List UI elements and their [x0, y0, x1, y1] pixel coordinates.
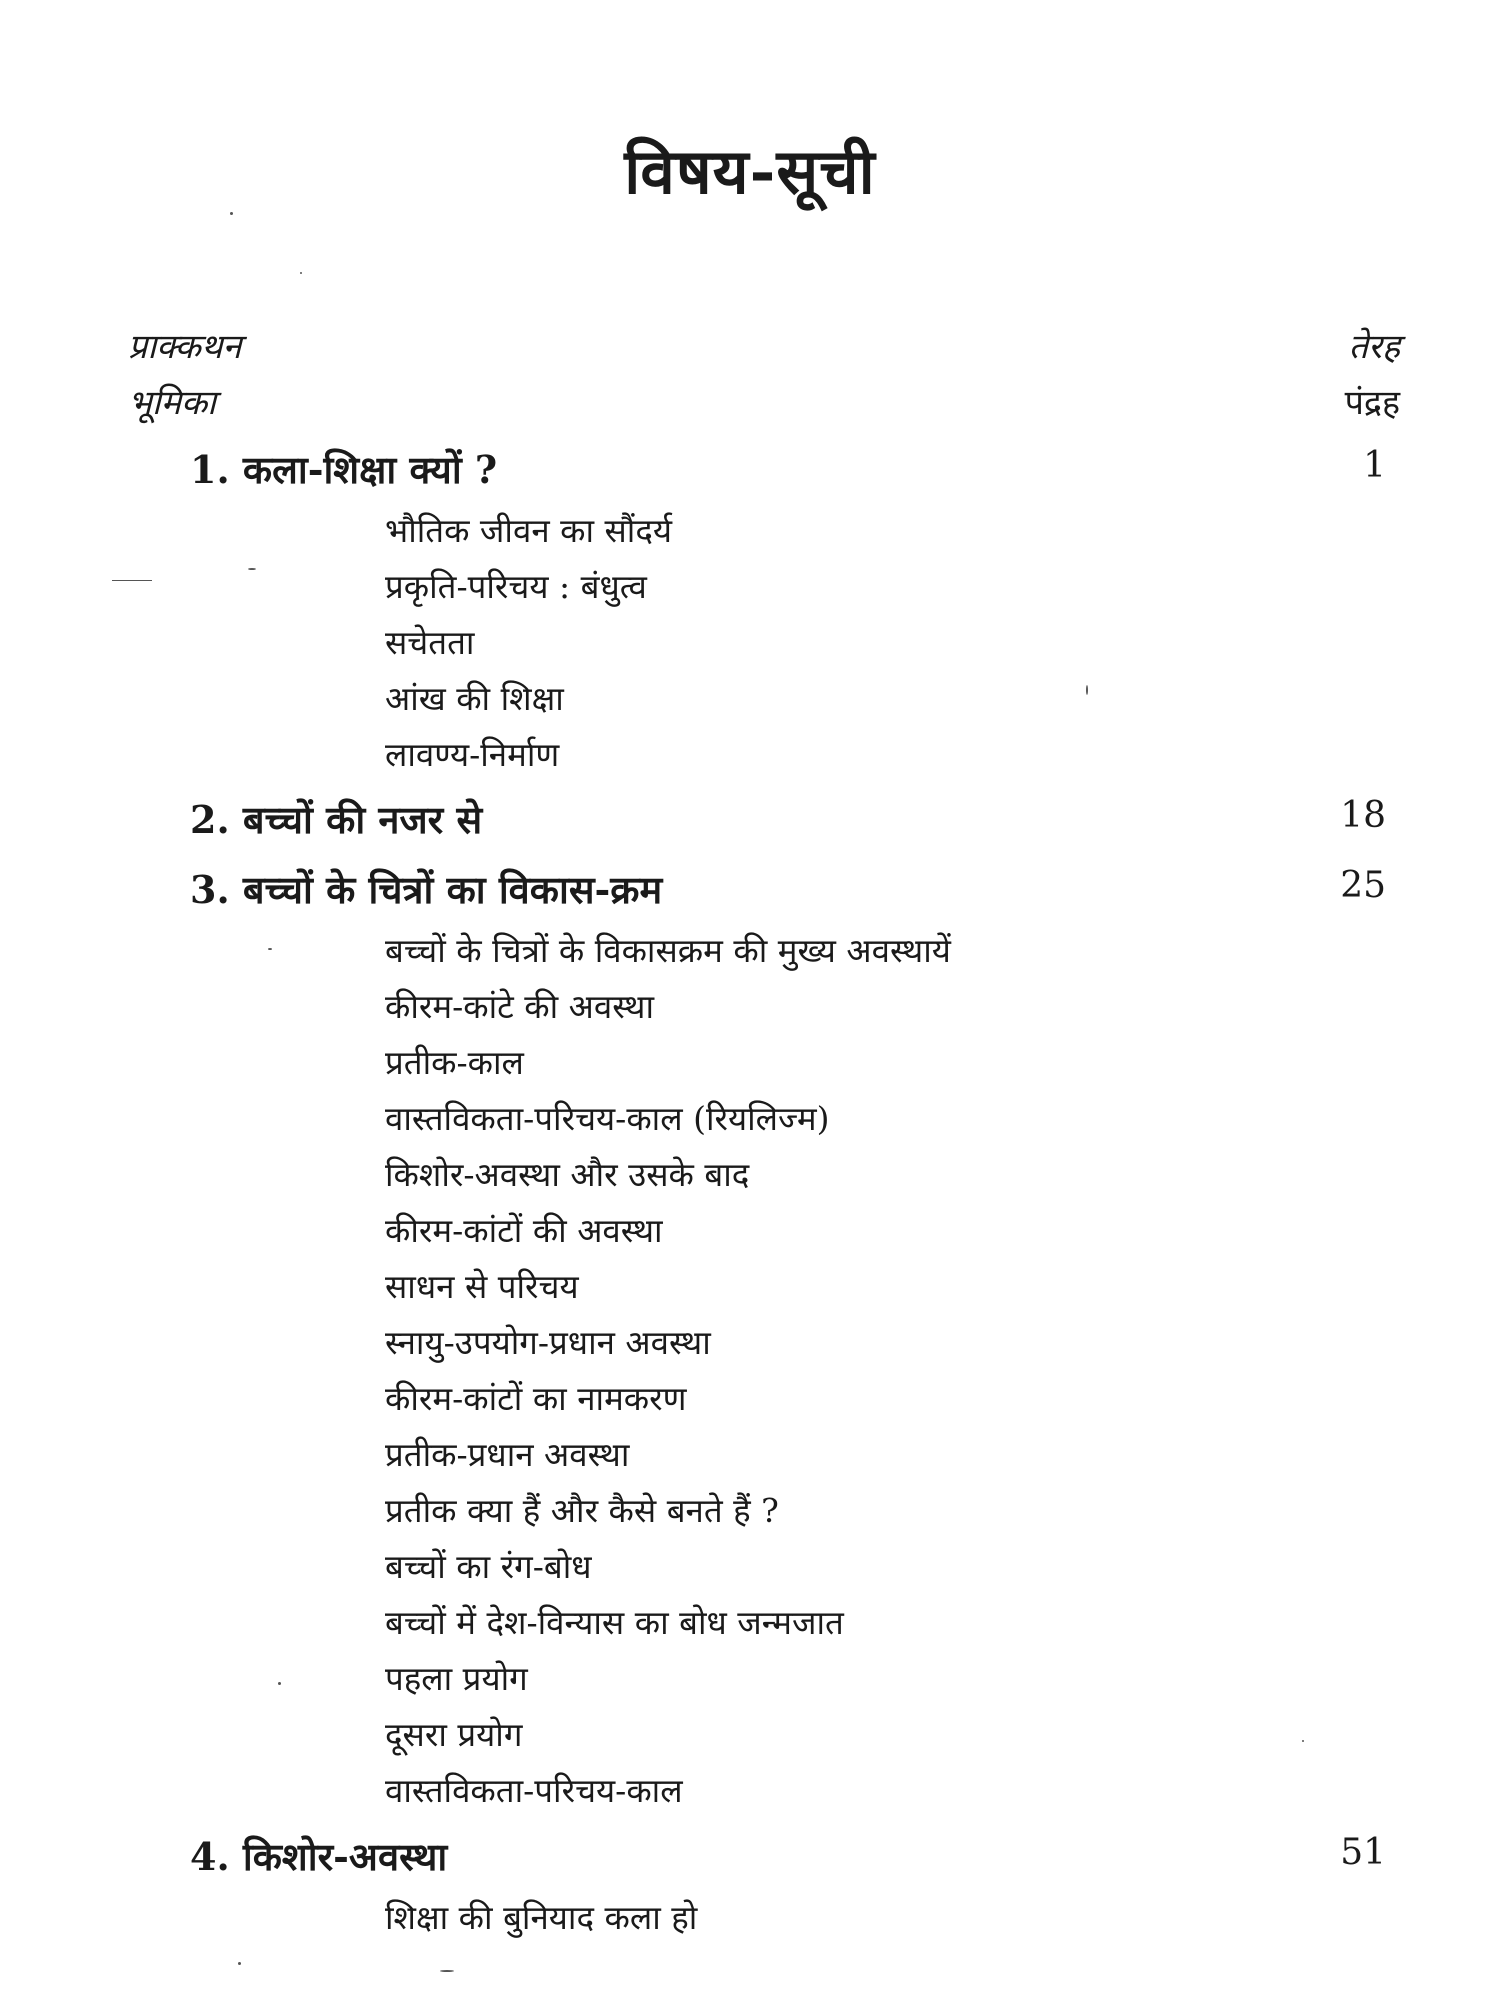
- chapter-title: बच्चों के चित्रों का विकास-क्रम: [242, 867, 663, 912]
- section-entry: दूसरा प्रयोग: [385, 1715, 523, 1754]
- scan-speck: [278, 1682, 281, 1685]
- section-entry: भौतिक जीवन का सौंदर्य: [385, 511, 673, 550]
- section-entry: सचेतता: [385, 623, 475, 662]
- section-entry: प्रतीक-प्रधान अवस्था: [385, 1435, 630, 1474]
- section-entry: प्रतीक-काल: [385, 1043, 524, 1082]
- section-entry: वास्तविकता-परिचय-काल (रियलिज्म): [385, 1099, 830, 1138]
- chapter-1-page: 1: [1363, 445, 1386, 486]
- section-entry: कीरम-कांटों की अवस्था: [385, 1211, 663, 1250]
- scan-speck: [112, 580, 152, 581]
- chapter-1-heading: [190, 443, 497, 495]
- chapter-title: किशोर-अवस्था: [242, 1834, 448, 1879]
- chapter-number: 2.: [190, 797, 230, 842]
- section-entry: साधन से परिचय: [385, 1267, 579, 1306]
- section-entry: बच्चों में देश-विन्यास का बोध जन्मजात: [385, 1603, 844, 1642]
- toc-entry-introduction: भूमिका: [128, 383, 216, 423]
- section-entry: पहला प्रयोग: [385, 1659, 528, 1698]
- section-entry: वास्तविकता-परिचय-काल: [385, 1771, 683, 1810]
- chapter-4-page: 51: [1340, 1832, 1386, 1873]
- scan-speck: [1086, 685, 1088, 695]
- scan-speck: [268, 948, 272, 950]
- chapter-title: बच्चों की नजर से: [242, 797, 483, 842]
- scan-speck: [440, 1970, 454, 1972]
- chapter-2-heading: [190, 793, 482, 845]
- section-entry: कीरम-कांटों का नामकरण: [385, 1379, 687, 1418]
- section-entry: लावण्य-निर्माण: [385, 735, 560, 774]
- scan-speck: [248, 568, 256, 570]
- scan-speck: [300, 272, 302, 274]
- section-entry: प्रतीक क्या हैं और कैसे बनते हैं ?: [385, 1491, 779, 1530]
- chapter-number: 4.: [190, 1834, 230, 1879]
- chapter-title: कला-शिक्षा क्यों ?: [242, 447, 498, 492]
- chapter-number: 1.: [190, 447, 230, 492]
- chapter-3-heading: [190, 863, 662, 915]
- section-entry: किशोर-अवस्था और उसके बाद: [385, 1155, 750, 1194]
- section-entry: प्रकृति-परिचय : बंधुत्व: [385, 567, 647, 606]
- scan-speck: [230, 212, 233, 215]
- toc-entry-foreword: प्राक्कथन: [128, 327, 242, 367]
- section-entry: शिक्षा की बुनियाद कला हो: [385, 1898, 698, 1937]
- section-entry: बच्चों के चित्रों के विकासक्रम की मुख्य अवस्थायें: [385, 931, 951, 970]
- chapter-4-heading: [190, 1830, 447, 1882]
- section-entry: स्नायु-उपयोग-प्रधान अवस्था: [385, 1323, 711, 1362]
- scan-speck: [1302, 1740, 1304, 1742]
- section-entry: बच्चों का रंग-बोध: [385, 1547, 592, 1586]
- toc-page-introduction: पंद्रह: [1344, 383, 1400, 423]
- section-entry: कीरम-कांटे की अवस्था: [385, 987, 655, 1026]
- page-title: विषय-सूची: [624, 135, 876, 208]
- chapter-number: 3.: [190, 867, 230, 912]
- toc-page-foreword: तेरह: [1348, 327, 1400, 367]
- chapter-2-page: 18: [1340, 795, 1386, 836]
- section-entry: आंख की शिक्षा: [385, 679, 564, 718]
- chapter-3-page: 25: [1340, 865, 1386, 906]
- scan-speck: [238, 1962, 241, 1965]
